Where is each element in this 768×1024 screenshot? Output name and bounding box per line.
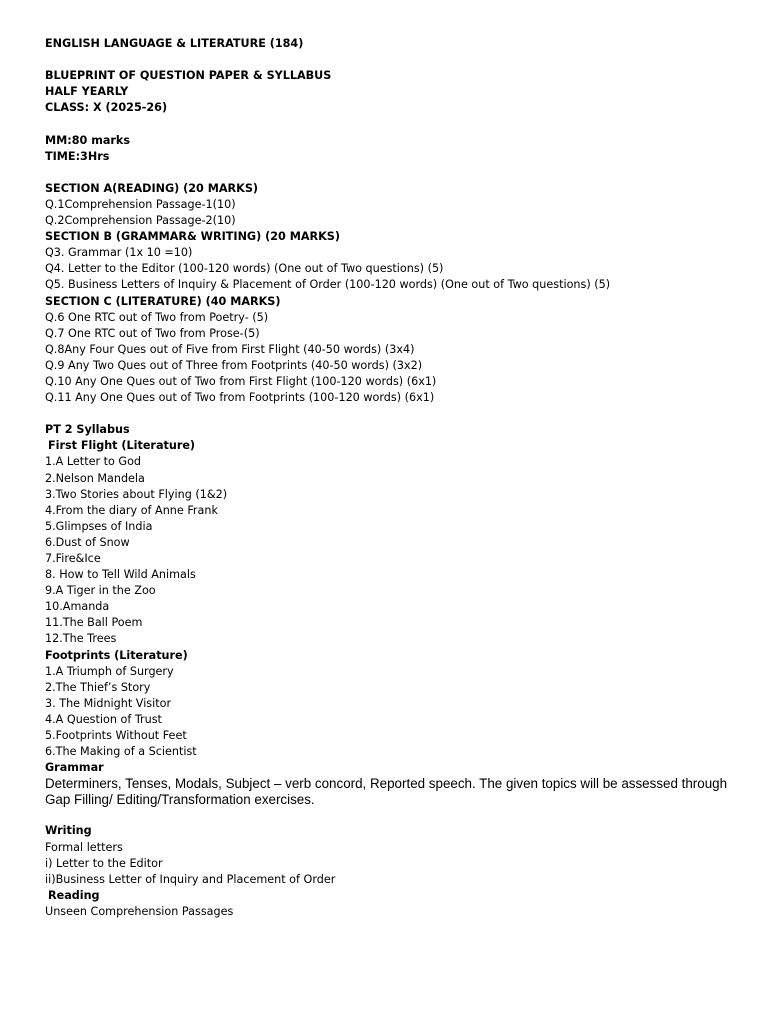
footprints-item: 6.The Making of a Scientist [45,745,197,759]
first-flight-item: 4.From the diary of Anne Frank [45,503,218,517]
section-c-item: Q.6 One RTC out of Two from Poetry- (5) [45,310,269,324]
writing-item: ii)Business Letter of Inquiry and Placement of Order [45,872,336,886]
first-flight-item: 8. How to Tell Wild Animals [45,568,196,582]
writing-heading: Writing [45,824,92,838]
document-title: BLUEPRINT OF QUESTION PAPER & SYLLABUS [45,69,332,83]
spacer [45,165,745,181]
max-marks: MM:80 marks [45,133,131,147]
first-flight-item: 9.A Tiger in the Zoo [45,584,156,598]
reading-item: Unseen Comprehension Passages [45,904,234,918]
section-b-item: Q5. Business Letters of Inquiry & Placement of Order (100-120 words) (One out of Two questions) (5) [45,278,611,292]
section-a-item: Q.1Comprehension Passage-1(10) [45,197,236,211]
section-a-heading: SECTION A(READING) (20 MARKS) [45,181,258,195]
section-c-heading: SECTION C (LITERATURE) (40 MARKS) [45,294,281,308]
writing-subheading: Formal letters [45,840,123,854]
spacer [45,52,745,68]
section-a-item: Q.2Comprehension Passage-2(10) [45,214,236,228]
spacer [45,116,745,132]
footprints-item: 4.A Question of Trust [45,712,162,726]
footprints-heading: Footprints (Literature) [45,648,188,662]
exam-time: TIME:3Hrs [45,149,110,163]
section-b-heading: SECTION B (GRAMMAR& WRITING) (20 MARKS) [45,230,340,244]
syllabus-document [45,36,745,920]
first-flight-item: 1.A Letter to God [45,455,142,469]
grammar-heading: Grammar [45,761,104,775]
first-flight-item: 3.Two Stories about Flying (1&2) [45,487,228,501]
spacer [45,406,745,422]
footprints-item: 2.The Thief’s Story [45,680,151,694]
section-c-item: Q.11 Any One Ques out of Two from Footprints (100-120 words) (6x1) [45,391,435,405]
section-c-item: Q.10 Any One Ques out of Two from First Flight (100-120 words) (6x1) [45,374,437,388]
section-c-item: Q.7 One RTC out of Two from Prose-(5) [45,326,260,340]
first-flight-item: 6.Dust of Snow [45,535,130,549]
section-b-item: Q4. Letter to the Editor (100-120 words) (One out of Two questions) (5) [45,262,444,276]
section-c-item: Q.8Any Four Ques out of Five from First Flight (40-50 words) (3x4) [45,342,415,356]
first-flight-item: 11.The Ball Poem [45,616,143,630]
first-flight-heading: First Flight (Literature) [48,439,196,453]
first-flight-item: 5.Glimpses of India [45,519,153,533]
footprints-item: 5.Footprints Without Feet [45,729,187,743]
section-b-item: Q3. Grammar (1x 10 =10) [45,246,193,260]
reading-heading: Reading [48,888,100,902]
grammar-topics: Determiners, Tenses, Modals, Subject – verb concord, Reported speech. The given topics will be assessed through Gap Filling/ Editing/Transformation exercises. [45,776,728,807]
first-flight-item: 2.Nelson Mandela [45,471,145,485]
first-flight-item: 7.Fire&Ice [45,552,101,565]
syllabus-heading: PT 2 Syllabus [45,423,130,437]
footprints-item: 3. The Midnight Visitor [45,696,172,710]
spacer [45,807,745,823]
footprints-item: 1.A Triumph of Surgery [45,664,174,678]
class-label: CLASS: X (2025-26) [45,101,168,115]
subject-heading: ENGLISH LANGUAGE & LITERATURE (184) [45,37,304,50]
first-flight-item: 10.Amanda [45,600,110,614]
writing-item: i) Letter to the Editor [45,856,163,870]
section-c-item: Q.9 Any Two Ques out of Three from Footprints (40-50 words) (3x2) [45,358,423,372]
first-flight-item: 12.The Trees [45,632,117,646]
exam-term: HALF YEARLY [45,85,129,99]
